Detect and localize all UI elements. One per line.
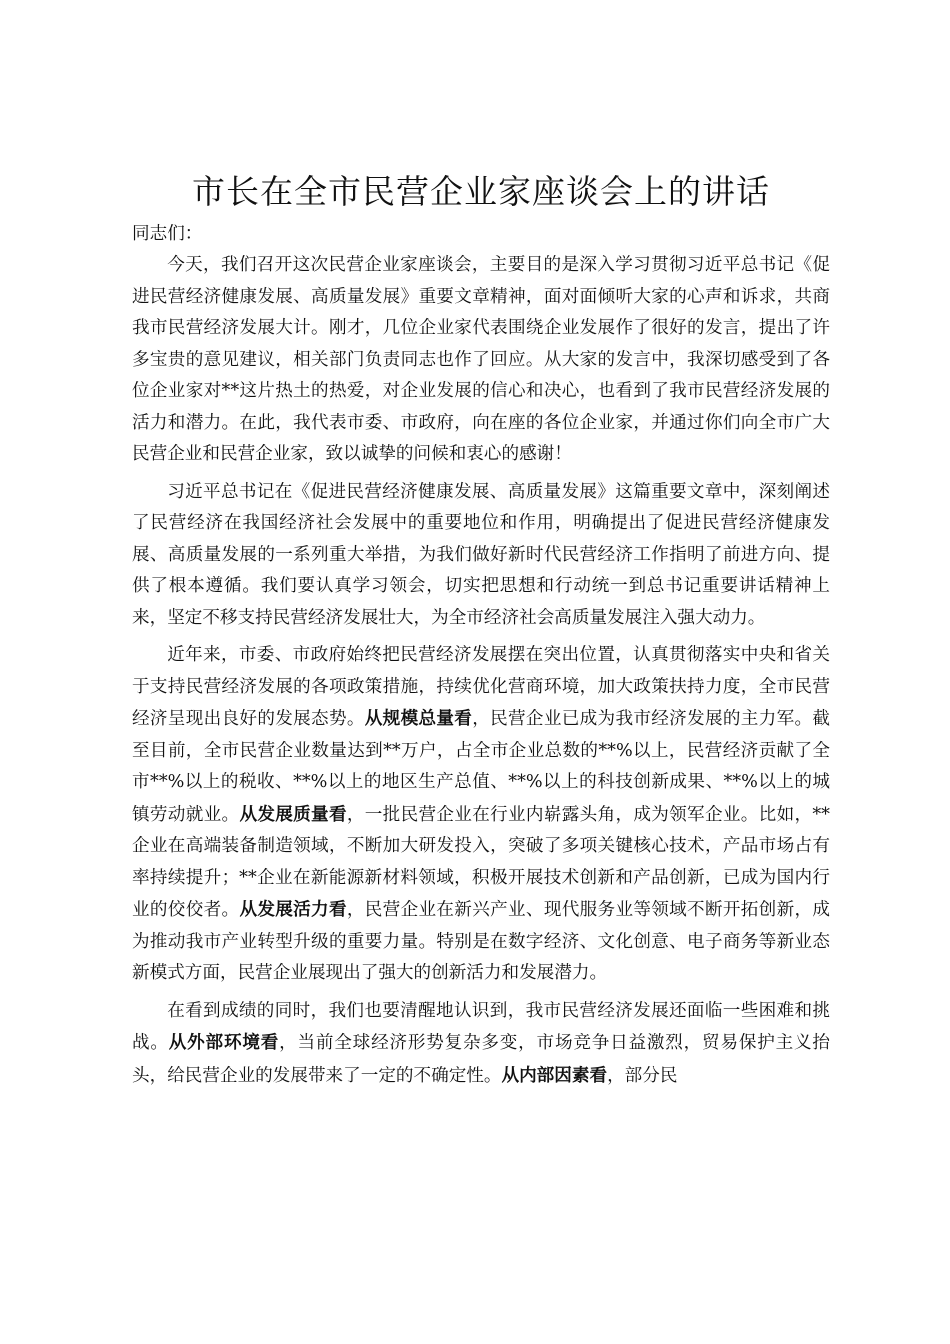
body-paragraph [132, 640, 830, 990]
body-paragraph [132, 250, 830, 471]
emphasis-phrase: 从规模总量看 [364, 708, 473, 729]
paragraph-text: 今天，我们召开这次民营企业家座谈会，主要目的是深入学习贯彻习近平总书记《促进民营经济健康发展、高质量发展》重要文章精神，面对面倾听大家的心声和诉求，共商我市民营经济发展大计。刚才，几位企业家代表围绕企业发展作了很好的发言，提出了许多宝贵的意见建议，相关部门负责同志也作了回应。从大家的发言中，我深切感受到了各位企业家对**这片热土的热爱，对企业发展的信心和决心，也看到了我市民营经济发展的活力和潜力。在此，我代表市委、市政府，向在座的各位企业家，并通过你们向全市广大民营企业和民营企业家，致以诚挚的问候和衷心的感谢！ [132, 255, 830, 464]
salutation: 同志们： [132, 224, 203, 244]
body-paragraph [132, 477, 830, 635]
emphasis-phrase: 从内部因素看 [501, 1064, 608, 1086]
document-body [132, 250, 830, 1092]
document-page [132, 166, 830, 1098]
paragraph-text: 在看到成绩的同时，我们也要清醒地认识到，我市民营经济发展还面临一些困难和挑战。 [132, 1000, 830, 1053]
emphasis-phrase: 从外部环境看 [168, 1032, 280, 1053]
emphasis-phrase: 从发展活力看 [239, 899, 347, 920]
emphasis-phrase: 从发展质量看 [239, 803, 347, 825]
paragraph-text: ，部分民 [607, 1065, 678, 1086]
body-paragraph [132, 996, 830, 1093]
paragraph-text: 习近平总书记在《促进民营经济健康发展、高质量发展》这篇重要文章中，深刻阐述了民营经济在我国经济社会发展中的重要地位和作用，明确提出了促进民营经济健康发展、高质量发展的一系列重大举措，为我们做好新时代民营经济工作指明了前进方向、提供了根本遵循。我们要认真学习领会，切实把思想和行动统一到总书记重要讲话精神上来，坚定不移支持民营经济发展壮大，为全市经济社会高质量发展注入强大动力。 [132, 481, 830, 628]
paragraph-text: ，当前全球经济形势复杂多变，市场竞争日益激烈，贸易保护主义抬头，给民营企业的发展带来了一定的不确定性。 [132, 1033, 830, 1086]
paragraph-text: 近年来，市委、市政府始终把民营经济发展摆在突出位置，认真贯彻落实中央和省关于支持民营经济发展的各项政策措施，持续优化营商环境，加大政策扶持力度，全市民营经济呈现出良好的发展态势。 [132, 645, 830, 729]
paragraph-text: ，民营企业已成为我市经济发展的主力军。截至目前，全市民营企业数量达到**万户，占全市企业总数的**%以上，民营经济贡献了全市**%以上的税收、**%以上的地区生产总值、**%以上的科技创新成果、**%以上的城镇劳动就业。 [132, 709, 830, 825]
document-title: 市长在全市民营企业家座谈会上的讲话 [192, 172, 770, 211]
paragraph-text: ，民营企业在新兴产业、现代服务业等领域不断开拓创新，成为推动我市产业转型升级的重要力量。特别是在数字经济、文化创意、电子商务等新业态新模式方面，民营企业展现出了强大的创新活力和发展潜力。 [132, 900, 830, 983]
paragraph-text: ，一批民营企业在行业内崭露头角，成为领军企业。比如，**企业在高端装备制造领域，不断加大研发投入，突破了多项关键核心技术，产品市场占有率持续提升；**企业在新能源新材料领域，积极开展技术创新和产品创新，已成为国内行业的佼佼者。 [132, 804, 830, 920]
